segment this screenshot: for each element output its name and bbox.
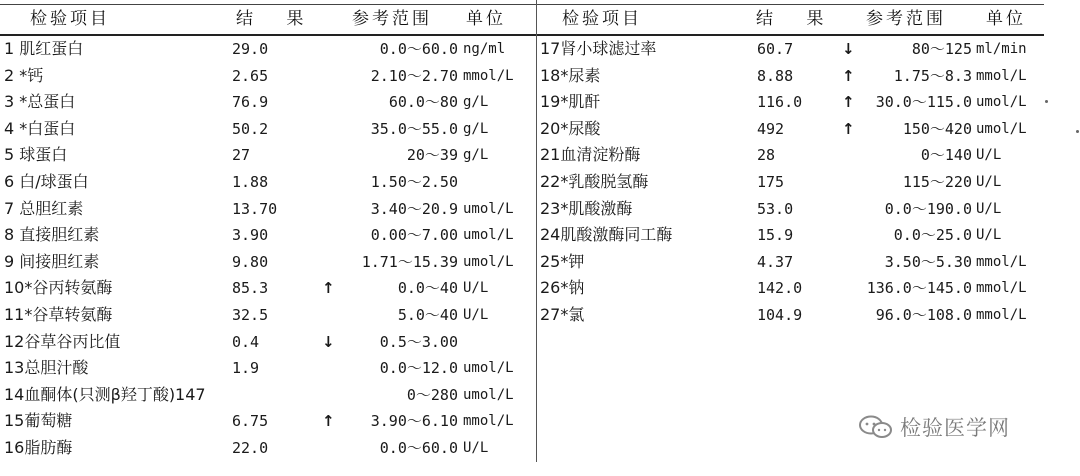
header-ref-right: 参考范围 (866, 9, 946, 29)
row-unit: mmol/L (976, 280, 1027, 297)
row-result: 32.5 (232, 306, 269, 324)
row-unit: ng/ml (463, 41, 506, 57)
row-ref: 1.75～8.3 (893, 66, 972, 85)
row-flag: ↑ (842, 93, 855, 112)
header-result-left: 结 果 (236, 9, 318, 29)
row-ref: 35.0～55.0 (370, 119, 458, 138)
row-result: 27 (232, 146, 251, 165)
row-flag: ↑ (322, 279, 335, 298)
row-unit: mmol/L (463, 413, 514, 430)
row-ref: 80～125 (911, 40, 972, 58)
row-unit: umol/L (463, 227, 514, 244)
row-result: 1.9 (232, 359, 260, 378)
row-name: 12谷草谷丙比值 (4, 331, 121, 351)
row-result: 0.4 (232, 332, 260, 351)
row-ref: 30.0～115.0 (875, 93, 972, 112)
row-name: 3 *总蛋白 (4, 92, 76, 112)
row-ref: 0.0～12.0 (379, 359, 458, 378)
row-result: 85.3 (232, 279, 269, 298)
row-name: 2 *钙 (4, 65, 44, 85)
row-ref: 0.0～60.0 (379, 439, 458, 457)
row-unit: U/L (463, 280, 489, 297)
row-unit: umol/L (463, 386, 514, 403)
row-name: 6 白/球蛋白 (4, 172, 89, 191)
top-rule (0, 4, 1044, 5)
scan-speck (1076, 130, 1079, 133)
row-unit: umol/L (976, 120, 1027, 137)
row-result: 29.0 (232, 40, 269, 58)
row-result: 6.75 (232, 412, 269, 431)
row-name: 23*肌酸激酶 (540, 198, 633, 218)
row-name: 20*尿酸 (540, 118, 601, 138)
row-ref: 96.0～108.0 (875, 306, 972, 324)
header-unit-right: 单位 (986, 9, 1026, 29)
row-unit: umol/L (463, 253, 514, 270)
header-item-right: 检验项目 (562, 9, 642, 29)
row-ref: 20～39 (406, 146, 458, 165)
row-name: 4 *白蛋白 (4, 118, 76, 138)
row-unit: umol/L (463, 360, 514, 377)
row-unit: mmol/L (976, 67, 1027, 84)
row-name: 5 球蛋白 (4, 145, 68, 165)
watermark (858, 412, 1010, 442)
row-name: 16脂肪酶 (4, 438, 73, 457)
row-name: 7 总胆红素 (4, 198, 84, 218)
row-name: 26*钠 (540, 278, 585, 298)
row-name: 13总胆汁酸 (4, 358, 89, 378)
row-unit: g/L (463, 94, 489, 111)
row-unit: umol/L (463, 200, 514, 217)
row-unit: mmol/L (976, 307, 1027, 323)
row-ref: 2.10～2.70 (370, 66, 458, 85)
row-ref: 150～420 (902, 119, 972, 138)
row-result: 50.2 (232, 119, 269, 138)
row-ref: 60.0～80 (388, 93, 458, 112)
row-result: 15.9 (757, 226, 794, 245)
row-ref: 3.50～5.30 (884, 252, 972, 271)
row-ref: 1.50～2.50 (370, 173, 458, 191)
row-unit: mmol/L (976, 253, 1027, 270)
row-result: 175 (757, 173, 785, 191)
row-flag: ↑ (322, 412, 335, 431)
header-result-right: 结 果 (756, 9, 838, 29)
row-name: 27*氯 (540, 305, 585, 324)
row-result: 28 (757, 146, 776, 165)
row-ref: 5.0～40 (397, 306, 458, 324)
row-unit: g/L (463, 120, 489, 137)
row-unit: U/L (463, 440, 489, 456)
row-flag: ↑ (842, 66, 855, 85)
row-result: 142.0 (757, 279, 803, 298)
row-result: 76.9 (232, 93, 269, 112)
row-result: 4.37 (757, 252, 794, 271)
row-result: 13.70 (232, 199, 278, 218)
row-unit: U/L (463, 307, 489, 323)
row-name: 14血酮体(只测β羟丁酸)147 (4, 384, 206, 404)
row-name: 1 肌红蛋白 (4, 39, 84, 58)
row-unit: umol/L (976, 94, 1027, 111)
row-result: 9.80 (232, 252, 269, 271)
row-name: 19*肌酐 (540, 92, 601, 112)
row-flag: ↓ (842, 40, 855, 58)
row-name: 22*乳酸脱氢酶 (540, 172, 649, 191)
row-name: 21血清淀粉酶 (540, 145, 641, 165)
row-name: 17肾小球滤过率 (540, 39, 657, 58)
row-ref: 0～280 (406, 385, 458, 404)
header-item-left: 检验项目 (30, 9, 110, 29)
row-name: 9 间接胆红素 (4, 251, 100, 271)
row-name: 11*谷草转氨酶 (4, 305, 113, 324)
row-ref: 0.0～40 (397, 279, 458, 298)
row-ref: 0～140 (920, 146, 972, 165)
scan-speck (1045, 100, 1048, 103)
row-name: 8 直接胆红素 (4, 225, 100, 245)
row-ref: 1.71～15.39 (361, 252, 458, 271)
row-result: 104.9 (757, 306, 803, 324)
row-flag: ↑ (842, 119, 855, 138)
row-unit: mmol/L (463, 67, 514, 84)
row-result: 2.65 (232, 66, 269, 85)
row-name: 24肌酸激酶同工酶 (540, 225, 673, 245)
row-result: 60.7 (757, 40, 794, 58)
row-name: 25*钾 (540, 251, 585, 271)
row-result: 116.0 (757, 93, 803, 112)
row-ref: 0.0～25.0 (893, 226, 972, 245)
row-result: 3.90 (232, 226, 269, 245)
row-ref: 115～220 (902, 173, 972, 191)
row-ref: 136.0～145.0 (866, 279, 972, 298)
row-unit: U/L (976, 174, 1002, 190)
row-ref: 0.5～3.00 (379, 332, 458, 351)
row-unit: U/L (976, 200, 1002, 217)
row-result: 53.0 (757, 199, 794, 218)
row-ref: 3.40～20.9 (370, 199, 458, 218)
chat-bubbles-icon (858, 414, 894, 440)
row-ref: 3.90～6.10 (370, 412, 458, 431)
row-result: 22.0 (232, 439, 269, 457)
row-unit: g/L (463, 147, 489, 164)
header-unit-left: 单位 (466, 9, 506, 29)
watermark-text: 检验医学网 (900, 416, 1010, 440)
row-unit: U/L (976, 227, 1002, 244)
column-divider (536, 0, 537, 462)
row-flag: ↓ (322, 332, 335, 351)
row-name: 15葡萄糖 (4, 411, 73, 431)
row-ref: 0.0～60.0 (379, 40, 458, 58)
row-unit: ml/min (976, 41, 1027, 57)
row-name: 18*尿素 (540, 65, 601, 85)
row-name: 10*谷丙转氨酶 (4, 278, 113, 298)
row-unit: U/L (976, 147, 1002, 164)
row-ref: 0.00～7.00 (370, 226, 458, 245)
row-result: 8.88 (757, 66, 794, 85)
row-ref: 0.0～190.0 (884, 199, 972, 218)
row-result: 1.88 (232, 173, 269, 191)
header-ref-left: 参考范围 (352, 9, 432, 29)
row-result: 492 (757, 119, 785, 138)
